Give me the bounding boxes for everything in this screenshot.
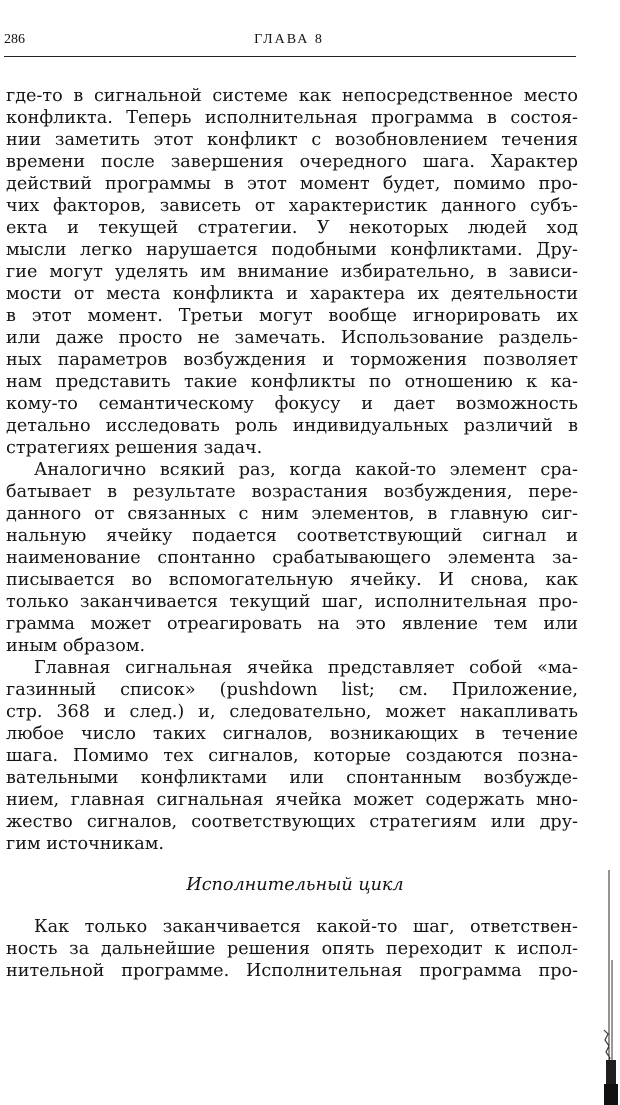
paragraph-3: [6, 657, 578, 855]
text-line: грамма может отреагировать на это явление тем или: [6, 614, 578, 634]
text-line: кому-то семантическому фокусу и дает возможность: [6, 394, 578, 414]
text-line: Главная сигнальная ячейка представляет собой «ма-: [34, 658, 578, 678]
text-line: батывает в результате возрастания возбуждения, пере-: [6, 482, 578, 502]
text-line: действий программы в этот момент будет, помимо про-: [6, 174, 578, 194]
chapter-title: ГЛАВА 8: [254, 32, 324, 47]
text-line: вательными конфликтами или спонтанным возбужде-: [6, 768, 578, 788]
scan-edge-shadow: [594, 0, 620, 1105]
text-line: нием, главная сигнальная ячейка может содержать мно-: [6, 790, 578, 810]
text-line: нительной программе. Исполнительная программа про-: [6, 961, 578, 981]
paragraph-1: [6, 85, 578, 459]
text-line: ных параметров возбуждения и торможения позволяет: [6, 350, 578, 370]
text-line: Как только заканчивается какой-то шаг, ответствен-: [34, 917, 578, 937]
text-line: в этот момент. Третьи могут вообще игнорировать их: [6, 306, 578, 326]
text-line: Аналогично всякий раз, когда какой-то элемент сра-: [34, 460, 578, 480]
running-head: [4, 32, 574, 54]
text-line: жество сигналов, соответствующих стратегиям или дру-: [6, 812, 578, 832]
text-line: газинный список» (pushdown list; см. Приложение,: [6, 680, 578, 700]
text-line: ность за дальнейшие решения опять переходит к испол-: [6, 939, 578, 959]
text-line: только заканчивается текущий шаг, исполнительная про-: [6, 592, 578, 612]
text-line: времени после завершения очередного шага. Характер: [6, 152, 578, 172]
text-line: нальную ячейку подается соответствующий сигнал и: [6, 526, 578, 546]
text-line: иным образом.: [6, 636, 146, 656]
text-line: шага. Помимо тех сигналов, которые создаются позна-: [6, 746, 578, 766]
text-line: мысли легко нарушается подобными конфликтами. Дру-: [6, 240, 578, 260]
page-number: 286: [4, 32, 25, 47]
text-line: мости от места конфликта и характера их деятельности: [6, 284, 578, 304]
text-line: стр. 368 и след.) и, следовательно, может накапливать: [6, 702, 578, 722]
text-line: нам представить такие конфликты по отношению к ка-: [6, 372, 578, 392]
header-rule: [4, 56, 576, 57]
text-line: гим источникам.: [6, 834, 164, 854]
text-line: екта и текущей стратегии. У некоторых людей ход: [6, 218, 578, 238]
paragraph-2: [6, 459, 578, 657]
text-line: конфликта. Теперь исполнительная программа в состоя-: [6, 108, 578, 128]
text-line: или даже просто не замечать. Использование раздель-: [6, 328, 578, 348]
text-line: любое число таких сигналов, возникающих в течение: [6, 724, 578, 744]
text-line: нии заметить этот конфликт с возобновлением течения: [6, 130, 578, 150]
text-line: где-то в сигнальной системе как непосредственное место: [6, 86, 578, 106]
text-line: наименование спонтанно срабатывающего элемента за-: [6, 548, 578, 568]
section-paragraph: [6, 916, 578, 982]
text-line: детально исследовать роль индивидуальных различий в: [6, 416, 578, 436]
text-line: писывается во вспомогательную ячейку. И снова, как: [6, 570, 578, 590]
text-line: стратегиях решения задач.: [6, 438, 263, 458]
text-line: данного от связанных с ним элементов, в главную сиг-: [6, 504, 578, 524]
section-heading: Исполнительный цикл: [186, 875, 404, 895]
text-line: чих факторов, зависеть от характеристик данного субъ-: [6, 196, 578, 216]
text-line: гие могут уделять им внимание избирательно, в зависи-: [6, 262, 578, 282]
